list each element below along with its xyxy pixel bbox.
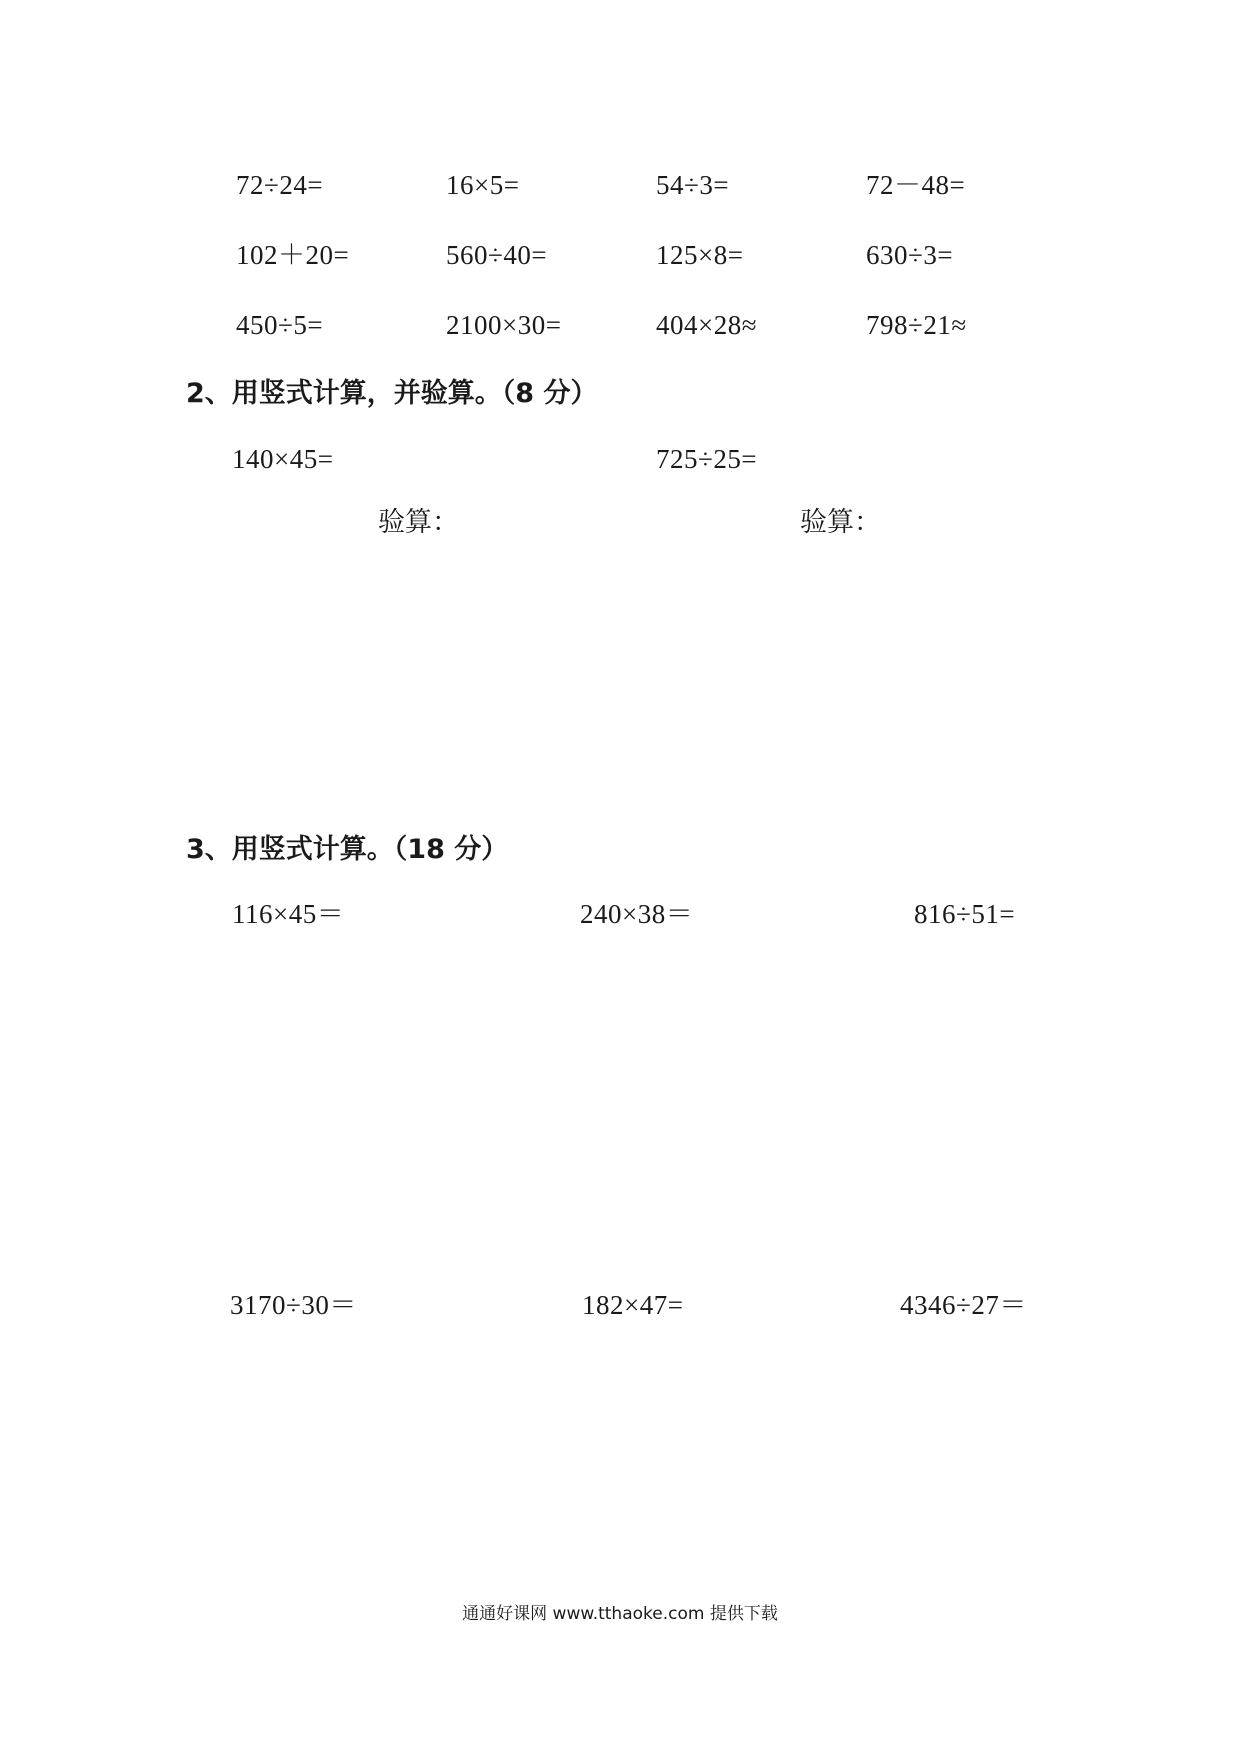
oral-problem: 125×8= xyxy=(656,240,744,270)
oral-problem: 2100×30= xyxy=(446,310,562,340)
section-2-heading: 2、用竖式计算，并验算。（8 分） xyxy=(186,378,598,409)
vertical-calc-problem: 816÷51= xyxy=(914,899,1016,929)
vertical-calc-problem: 3170÷30＝ xyxy=(230,1290,357,1320)
check-label: 验算： xyxy=(378,507,459,538)
oral-problem: 72－48= xyxy=(866,170,966,200)
vertical-calc-problem: 140×45= xyxy=(232,444,334,474)
oral-problem: 16×5= xyxy=(446,170,520,200)
vertical-calc-problem: 240×38＝ xyxy=(580,899,694,929)
oral-problem: 54÷3= xyxy=(656,170,730,200)
oral-problem: 630÷3= xyxy=(866,240,954,270)
vertical-calc-problem: 182×47= xyxy=(582,1290,684,1320)
oral-problem: 560÷40= xyxy=(446,240,548,270)
oral-problem: 404×28≈ xyxy=(656,310,758,340)
section-3-heading: 3、用竖式计算。（18 分） xyxy=(186,834,509,865)
oral-problem: 102＋20= xyxy=(236,240,350,270)
vertical-calc-problem: 725÷25= xyxy=(656,444,758,474)
check-label: 验算： xyxy=(800,507,881,538)
oral-problem: 450÷5= xyxy=(236,310,324,340)
vertical-calc-problem: 4346÷27＝ xyxy=(900,1290,1027,1320)
footer-source-note: 通通好课网 www.tthaoke.com 提供下载 xyxy=(462,1604,778,1624)
vertical-calc-problem: 116×45＝ xyxy=(232,899,345,929)
oral-problem: 798÷21≈ xyxy=(866,310,967,340)
oral-problem: 72÷24= xyxy=(236,170,324,200)
